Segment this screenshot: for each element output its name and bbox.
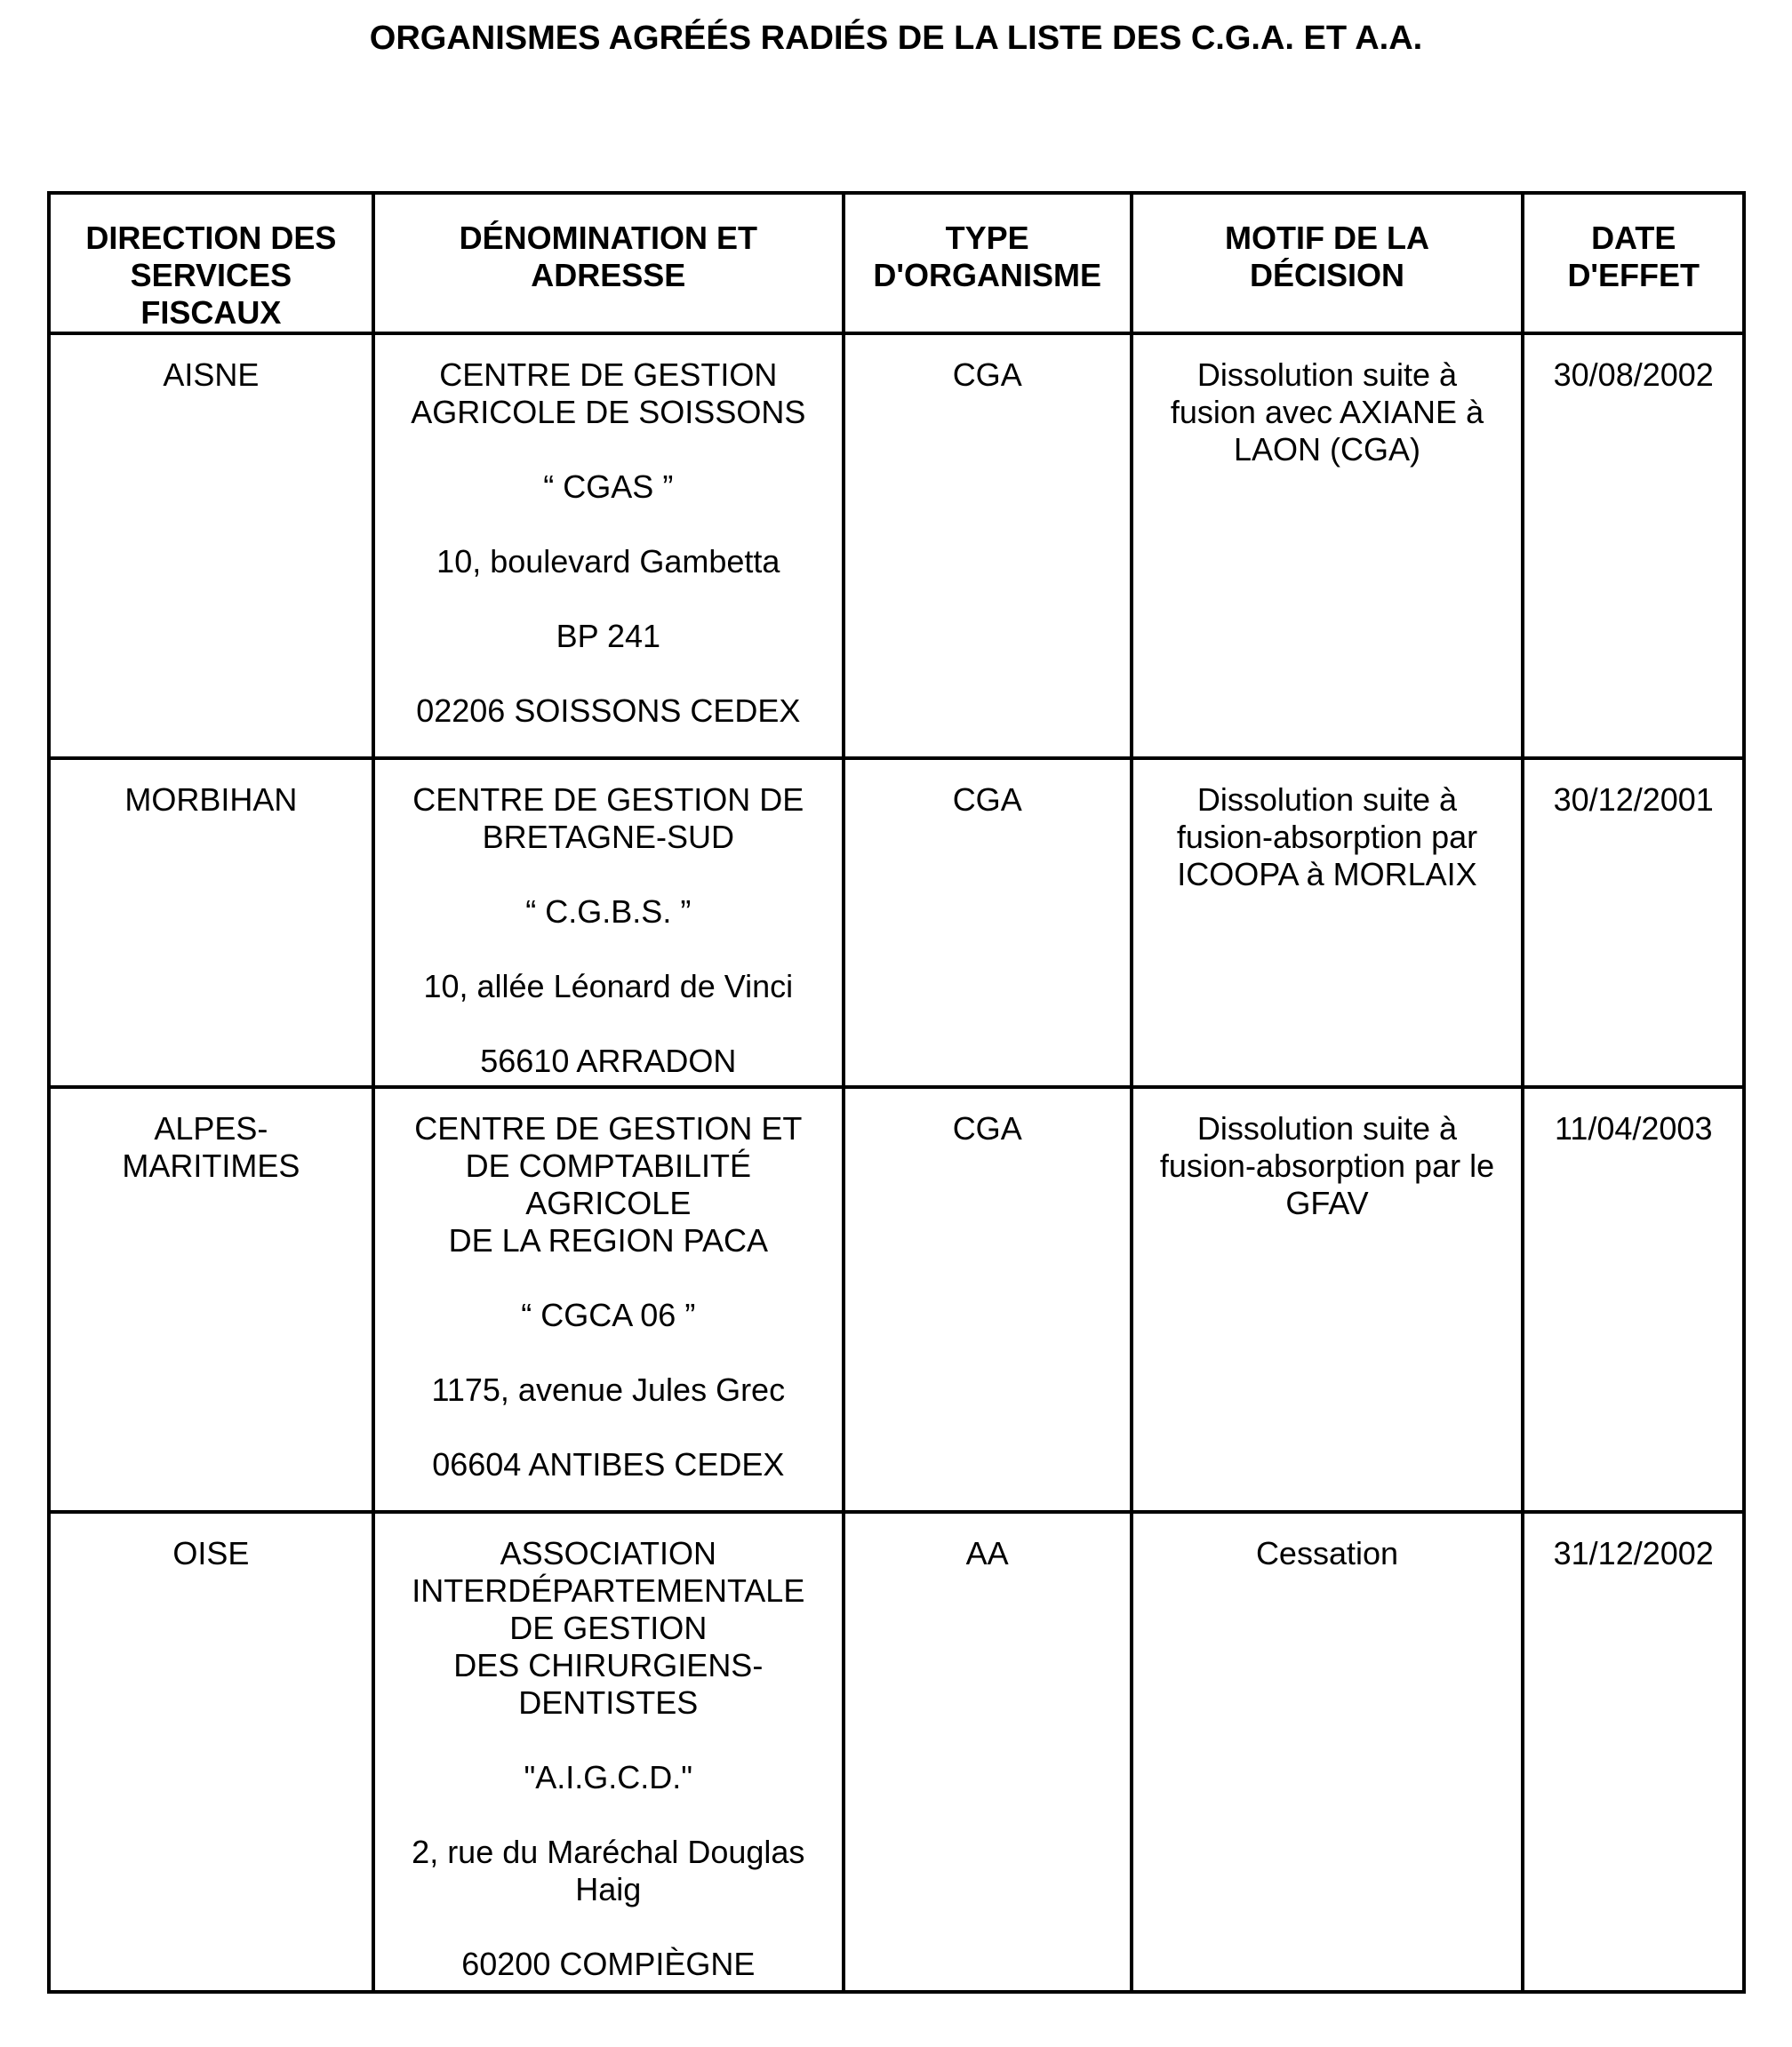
address-line: 10, allée Léonard de Vinci: [423, 968, 794, 1004]
cell-motif: [1132, 758, 1524, 1087]
motif-text: fusion avec AXIANE à: [1170, 394, 1484, 430]
motif-text: fusion-absorption par: [1176, 819, 1478, 855]
direction-text: MORBIHAN: [124, 781, 298, 818]
cell-motif: [1132, 333, 1524, 758]
organism-acronym: “ C.G.B.S. ”: [525, 893, 692, 930]
table-row: [49, 1512, 1744, 1992]
header-text: ADRESSE: [531, 257, 686, 293]
organism-acronym: “ CGAS ”: [543, 468, 674, 505]
table-row: [49, 758, 1744, 1087]
address-line: 06604 ANTIBES CEDEX: [432, 1446, 785, 1483]
date-text: 30/08/2002: [1553, 356, 1714, 393]
address-line: 02206 SOISSONS CEDEX: [416, 692, 801, 729]
header-text: DIRECTION DES: [85, 220, 337, 256]
table-row: [49, 333, 1744, 758]
address-line: 56610 ARRADON: [480, 1043, 737, 1079]
header-type: [844, 193, 1132, 333]
cell-denomination: [373, 1087, 844, 1512]
cell-type: [844, 1087, 1132, 1512]
cell-date: [1523, 1087, 1744, 1512]
organism-name: DE COMPTABILITÉ: [465, 1147, 751, 1184]
cell-date: [1523, 758, 1744, 1087]
organism-acronym: “ CGCA 06 ”: [521, 1297, 696, 1333]
page-title: ORGANISMES AGRÉÉS RADIÉS DE LA LISTE DES C.G.A. ET A.A.: [369, 20, 1423, 57]
date-text: 11/04/2003: [1554, 1110, 1713, 1147]
cell-date: [1523, 1512, 1744, 1992]
organism-name: DE GESTION: [509, 1610, 708, 1646]
motif-text: GFAV: [1285, 1185, 1369, 1221]
cell-direction: [49, 1512, 373, 1992]
header-text: D'EFFET: [1567, 257, 1700, 293]
address-line: BP 241: [556, 618, 661, 654]
organism-name: CENTRE DE GESTION ET: [414, 1110, 803, 1147]
address-line: 2, rue du Maréchal Douglas Haig: [412, 1834, 805, 1907]
type-text: AA: [965, 1535, 1009, 1571]
organism-name: CENTRE DE GESTION DE: [412, 781, 804, 818]
organism-name: CENTRE DE GESTION: [439, 356, 778, 393]
header-denomination: [373, 193, 844, 333]
cell-direction: [49, 333, 373, 758]
cell-type: [844, 1512, 1132, 1992]
cell-direction: [49, 1087, 373, 1512]
motif-text: Dissolution suite à: [1196, 781, 1458, 818]
direction-text: MARITIMES: [122, 1147, 300, 1184]
header-text: SERVICES: [130, 257, 292, 293]
organismes-table: [47, 191, 1746, 1994]
type-text: CGA: [952, 1110, 1022, 1147]
address-line: 60200 COMPIÈGNE: [461, 1946, 756, 1982]
direction-text: AISNE: [163, 356, 260, 393]
address-line: 1175, avenue Jules Grec: [431, 1371, 786, 1408]
organism-name: INTERDÉPARTEMENTALE: [412, 1572, 805, 1609]
direction-text: ALPES-: [154, 1110, 268, 1147]
date-text: 31/12/2002: [1553, 1535, 1714, 1571]
header-text: MOTIF DE LA: [1225, 220, 1429, 256]
header-text: FISCAUX: [140, 294, 282, 331]
table-row: [49, 1087, 1744, 1512]
header-text: D'ORGANISME: [873, 257, 1101, 293]
organism-name: AGRICOLE: [525, 1185, 692, 1221]
cell-type: [844, 333, 1132, 758]
organism-name: DE LA REGION PACA: [448, 1222, 769, 1259]
organism-name: DES CHIRURGIENS-: [453, 1647, 764, 1683]
header-direction: [49, 193, 373, 333]
header-motif: [1132, 193, 1524, 333]
header-date: [1523, 193, 1744, 333]
cell-denomination: [373, 1512, 844, 1992]
cell-date: [1523, 333, 1744, 758]
type-text: CGA: [952, 356, 1022, 393]
motif-text: Cessation: [1255, 1535, 1399, 1571]
motif-text: Dissolution suite à: [1196, 356, 1458, 393]
cell-direction: [49, 758, 373, 1087]
organism-name: BRETAGNE-SUD: [482, 819, 734, 855]
header-text: TYPE: [945, 220, 1029, 256]
table-header-row: [49, 193, 1744, 333]
organism-acronym: "A.I.G.C.D.": [524, 1759, 693, 1795]
header-text: DÉCISION: [1249, 257, 1404, 293]
date-text: 30/12/2001: [1553, 781, 1714, 818]
cell-denomination: [373, 758, 844, 1087]
cell-motif: [1132, 1512, 1524, 1992]
type-text: CGA: [952, 781, 1022, 818]
organism-name: AGRICOLE DE SOISSONS: [411, 394, 806, 430]
motif-text: LAON (CGA): [1233, 431, 1420, 468]
organism-name: ASSOCIATION: [500, 1535, 716, 1571]
cell-denomination: [373, 333, 844, 758]
motif-text: fusion-absorption par le: [1159, 1147, 1495, 1184]
organism-name: DENTISTES: [518, 1684, 699, 1721]
address-line: 10, boulevard Gambetta: [436, 543, 780, 580]
header-text: DATE: [1591, 220, 1676, 256]
cell-type: [844, 758, 1132, 1087]
cell-motif: [1132, 1087, 1524, 1512]
motif-text: ICOOPA à MORLAIX: [1177, 856, 1477, 892]
motif-text: Dissolution suite à: [1196, 1110, 1458, 1147]
direction-text: OISE: [172, 1535, 250, 1571]
header-text: DÉNOMINATION ET: [459, 220, 757, 256]
